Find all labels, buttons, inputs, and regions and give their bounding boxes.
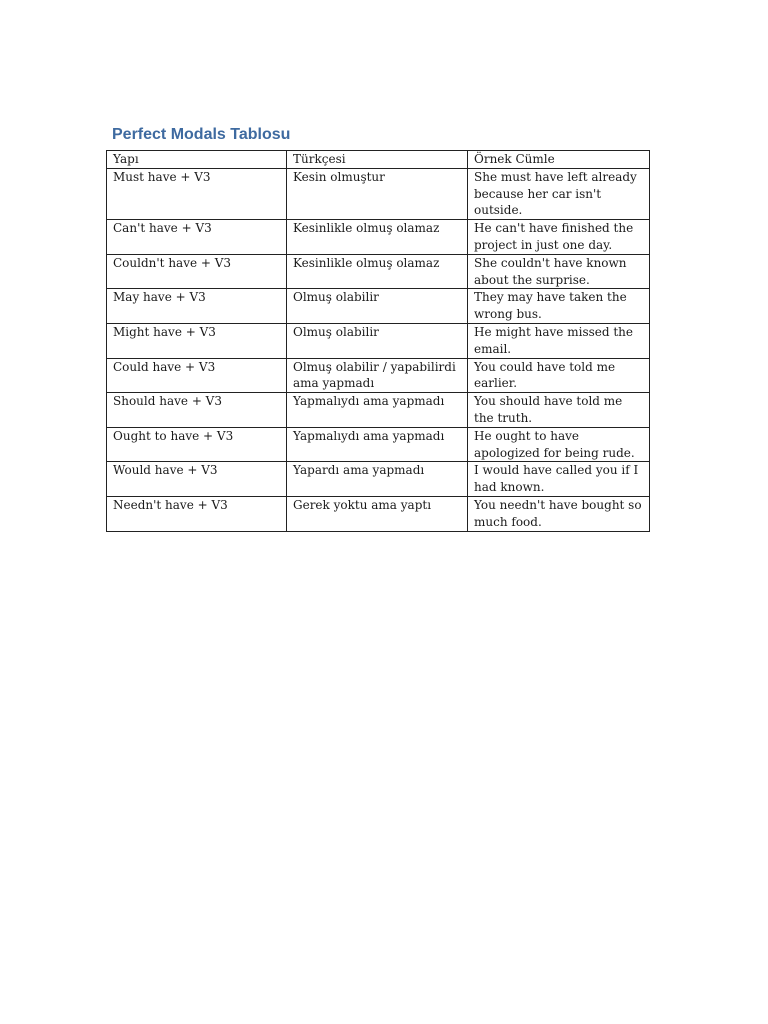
perfect-modals-table — [106, 150, 650, 532]
header-cell-example: Örnek Cümle — [468, 151, 650, 169]
turkish-cell: Gerek yoktu ama yaptı — [287, 496, 468, 531]
table-row — [107, 220, 650, 255]
table-row — [107, 427, 650, 462]
structure-cell: Could have + V3 — [107, 358, 287, 393]
page-title: Perfect Modals Tablosu — [112, 126, 291, 143]
turkish-cell: Olmuş olabilir — [287, 323, 468, 358]
structure-cell: Might have + V3 — [107, 323, 287, 358]
structure-cell: Should have + V3 — [107, 393, 287, 428]
structure-cell: Would have + V3 — [107, 462, 287, 497]
turkish-cell: Yapmalıydı ama yapmadı — [287, 393, 468, 428]
turkish-cell: Olmuş olabilir / yapabilirdi ama yapmadı — [287, 358, 468, 393]
example-cell: He might have missed the email. — [468, 323, 650, 358]
example-cell: She couldn't have known about the surprise. — [468, 254, 650, 289]
table-row — [107, 323, 650, 358]
structure-cell: May have + V3 — [107, 289, 287, 324]
table-row — [107, 358, 650, 393]
structure-cell: Must have + V3 — [107, 168, 287, 219]
turkish-cell: Yapmalıydı ama yapmadı — [287, 427, 468, 462]
turkish-cell: Yapardı ama yapmadı — [287, 462, 468, 497]
structure-cell: Needn't have + V3 — [107, 496, 287, 531]
table-row — [107, 496, 650, 531]
structure-cell: Couldn't have + V3 — [107, 254, 287, 289]
header-cell-turkish: Türkçesi — [287, 151, 468, 169]
table-row — [107, 462, 650, 497]
turkish-cell: Olmuş olabilir — [287, 289, 468, 324]
example-cell: You should have told me the truth. — [468, 393, 650, 428]
example-cell: They may have taken the wrong bus. — [468, 289, 650, 324]
turkish-cell: Kesinlikle olmuş olamaz — [287, 220, 468, 255]
header-cell-structure: Yapı — [107, 151, 287, 169]
table-row — [107, 168, 650, 219]
table-row — [107, 393, 650, 428]
table-row — [107, 254, 650, 289]
table-row — [107, 289, 650, 324]
table-header-row — [107, 151, 650, 169]
turkish-cell: Kesinlikle olmuş olamaz — [287, 254, 468, 289]
structure-cell: Can't have + V3 — [107, 220, 287, 255]
example-cell: You needn't have bought so much food. — [468, 496, 650, 531]
example-cell: You could have told me earlier. — [468, 358, 650, 393]
turkish-cell: Kesin olmuştur — [287, 168, 468, 219]
example-cell: He ought to have apologized for being rude. — [468, 427, 650, 462]
example-cell: He can't have finished the project in just one day. — [468, 220, 650, 255]
example-cell: I would have called you if I had known. — [468, 462, 650, 497]
example-cell: She must have left already because her car isn't outside. — [468, 168, 650, 219]
structure-cell: Ought to have + V3 — [107, 427, 287, 462]
